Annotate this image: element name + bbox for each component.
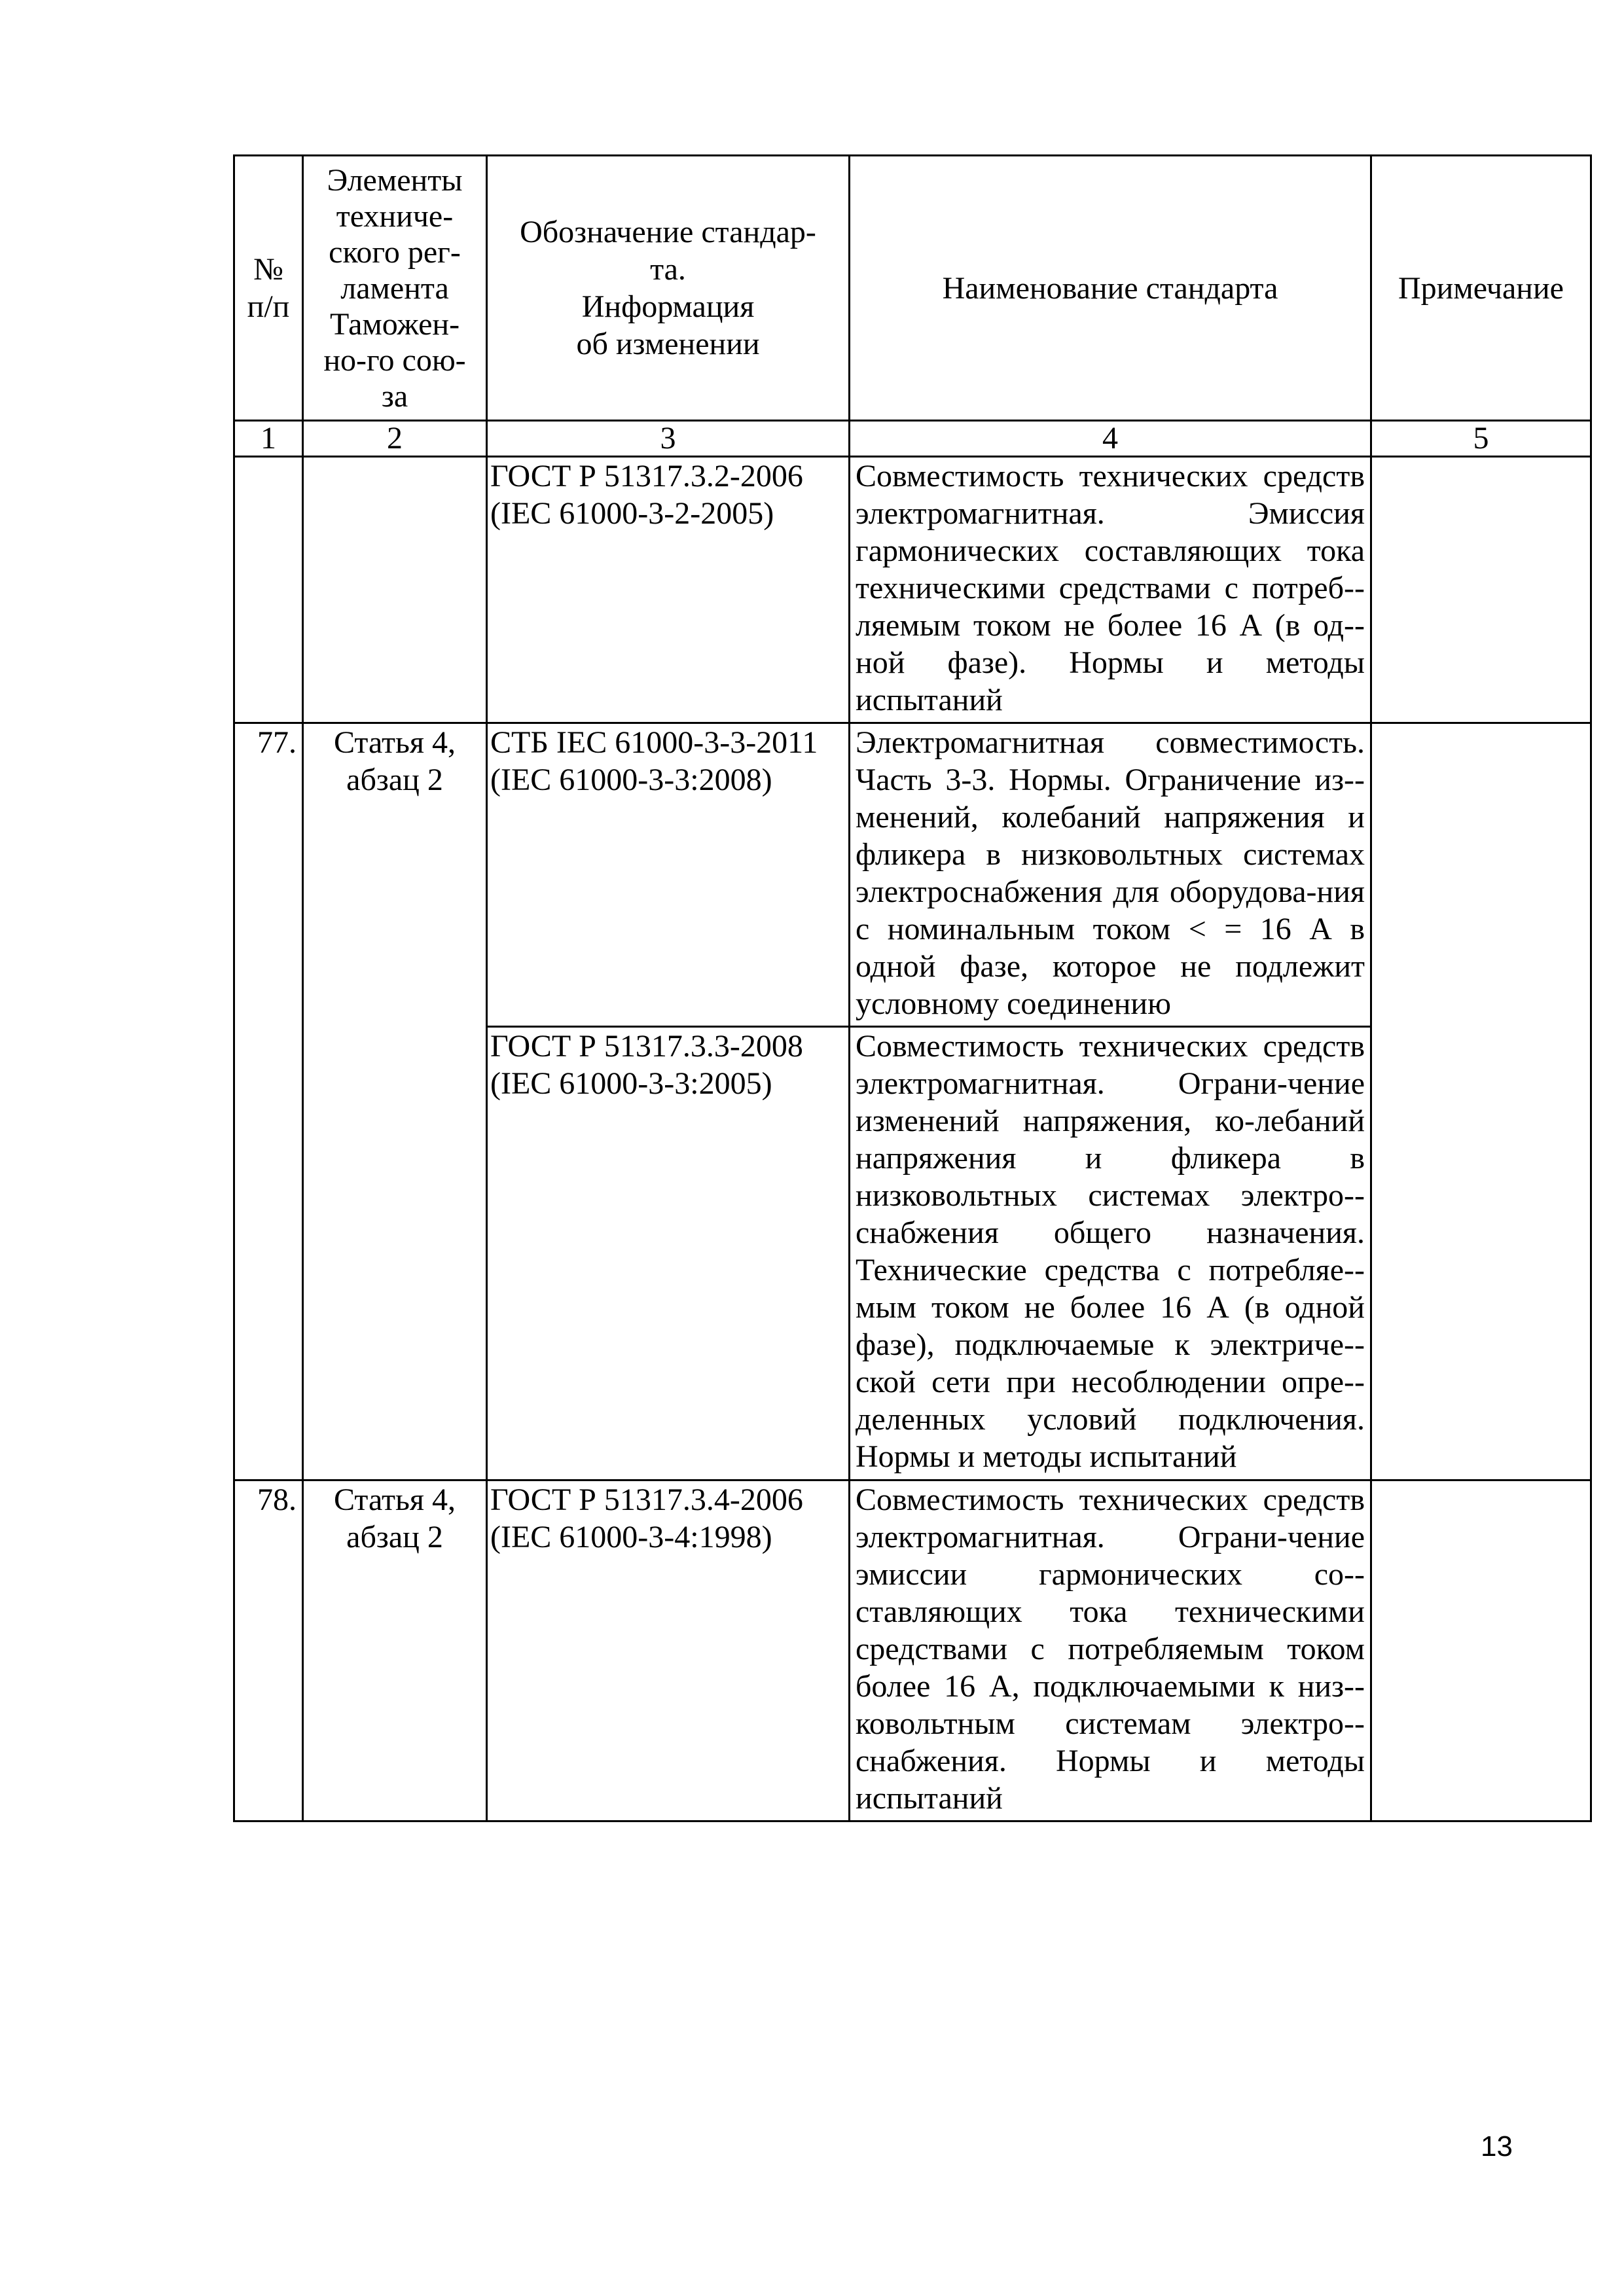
row-element: Статья 4, абзац 2: [303, 1480, 487, 1821]
row-designation: ГОСТ Р 51317.3.2-2006 (IEC 61000-3-2-2005): [487, 457, 850, 723]
column-number: 3: [487, 421, 850, 457]
row-number: 77.: [234, 723, 303, 1480]
row-designation: ГОСТ Р 51317.3.4-2006 (IEC 61000-3-4:1998): [487, 1480, 850, 1821]
table-row: [234, 723, 1591, 1027]
row-element: [303, 457, 487, 723]
table-row: [234, 1480, 1591, 1821]
column-number: 4: [850, 421, 1371, 457]
column-number: 1: [234, 421, 303, 457]
row-standard-name: Совместимость технических средств электромагнитная. Эмиссия гармонических составляющих тока техническими средствами с потреб-ляемым током не более 16 А (в од-ной фазе). Нормы и методы испытаний: [850, 457, 1371, 723]
column-number: 2: [303, 421, 487, 457]
column-number-row: [234, 421, 1591, 457]
row-standard-name: Совместимость технических средств электромагнитная. Ограни-чение эмиссии гармонических со-ставляющих тока техническими средствами с потребляемым током более 16 А, подключаемыми к низ-ковольтным системам электро-снабжения. Нормы и методы испытаний: [850, 1480, 1371, 1821]
header-number: № п/п: [234, 156, 303, 421]
row-number: 78.: [234, 1480, 303, 1821]
header-standard-designation: Обозначение стандар- та. Информация об изменении: [487, 156, 850, 421]
row-standard-name: Электромагнитная совместимость. Часть 3-3. Нормы. Ограничение из-менений, колебаний напряжения и фликера в низковольтных системах электроснабжения для оборудова-ния с номинальным током < = 16 А в одной фазе, которое не подлежит условному соединению: [850, 723, 1371, 1027]
row-note: [1371, 1480, 1591, 1821]
row-designation: ГОСТ Р 51317.3.3-2008 (IEC 61000-3-3:2005): [487, 1027, 850, 1480]
row-number: [234, 457, 303, 723]
standards-table: [233, 154, 1592, 1822]
table-header-row: [234, 156, 1591, 421]
row-element: Статья 4, абзац 2: [303, 723, 487, 1480]
row-standard-name: Совместимость технических средств электромагнитная. Ограни-чение изменений напряжения, ко-лебаний напряжения и фликера в низковольтных системах электро-снабжения общего назначения. Технические средства с потребляе-мым током не более 16 А (в одной фазе), подключаемые к электриче-ской сети при несоблюдении опре-деленных условий подключения. Нормы и методы испытаний: [850, 1027, 1371, 1480]
header-note: Примечание: [1371, 156, 1591, 421]
row-note: [1371, 457, 1591, 723]
column-number: 5: [1371, 421, 1591, 457]
row-note: [1371, 723, 1591, 1480]
header-standard-name: Наименование стандарта: [850, 156, 1371, 421]
table-row: [234, 457, 1591, 723]
page-number: 13: [1481, 2130, 1513, 2162]
row-designation: СТБ IEC 61000-3-3-2011 (IEC 61000-3-3:2008): [487, 723, 850, 1027]
header-regulation-elements: Элементы техниче- ского рег- ламента Таможен- но-го сою- за: [303, 156, 487, 421]
